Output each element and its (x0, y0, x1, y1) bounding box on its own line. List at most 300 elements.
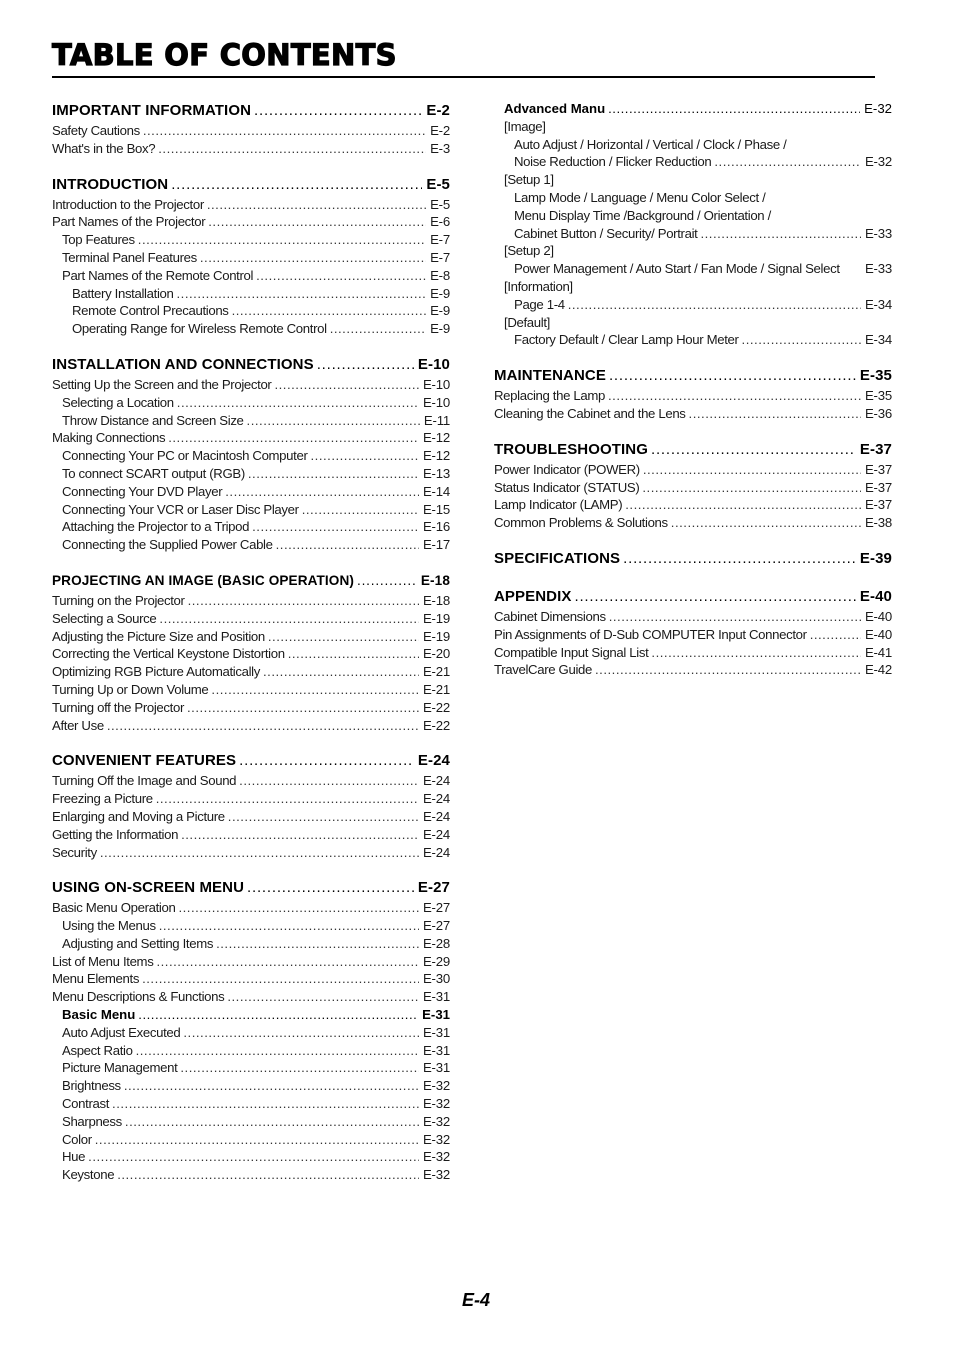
dot-leader (168, 429, 419, 447)
toc-entry-page: E-29 (422, 953, 450, 969)
toc-entry-label: Noise Reduction / Flicker Reduction (514, 154, 712, 170)
toc-entry-label: Factory Default / Clear Lamp Hour Meter (514, 332, 739, 348)
dot-leader (136, 1042, 419, 1060)
toc-entry-page: E-10 (417, 355, 450, 373)
toc-entry[interactable] (494, 153, 892, 171)
toc-entry[interactable] (52, 1042, 450, 1060)
toc-entry-label: Remote Control Precautions (72, 303, 229, 319)
toc-entry[interactable] (52, 140, 450, 158)
toc-entry-page: E-5 (430, 196, 450, 212)
dot-leader (138, 1006, 418, 1024)
toc-entry-page: E-22 (422, 717, 450, 733)
toc-entry-label: Getting the Information (52, 826, 179, 842)
toc-entry[interactable] (52, 663, 450, 681)
toc-entry[interactable] (52, 1059, 450, 1077)
toc-section-heading[interactable] (52, 100, 450, 122)
dot-leader (568, 296, 861, 314)
toc-entry-label: Menu Elements (52, 971, 140, 987)
toc-entry-page: E-9 (430, 285, 450, 301)
toc-entry-page: E-41 (864, 644, 892, 660)
dot-leader (252, 518, 419, 536)
toc-entry-label: Lamp Mode / Language / Menu Color Select / (514, 189, 766, 205)
toc-entry-label: Cleaning the Cabinet and the Lens (494, 405, 686, 421)
dot-leader (576, 278, 888, 296)
toc-entry-page: E-32 (422, 1149, 450, 1165)
toc-entry-page: E-7 (430, 249, 450, 265)
toc-entry-label: Security (52, 844, 97, 860)
dot-leader (181, 826, 419, 844)
toc-entry-label: Optimizing RGB Picture Automatically (52, 664, 261, 680)
page-number: E-4 (462, 1290, 491, 1310)
toc-section-heading[interactable] (52, 174, 450, 196)
toc-entry-label: Operating Range for Wireless Remote Control (72, 321, 327, 337)
toc-entry-label: Selecting a Source (52, 610, 157, 626)
toc-entry[interactable] (494, 608, 892, 626)
toc-entry-label: Common Problems & Solutions (494, 515, 668, 531)
toc-entry-label: Basic Menu Operation (52, 900, 176, 916)
toc-entry[interactable] (494, 496, 892, 514)
toc-entry[interactable] (52, 610, 450, 628)
toc-entry-page: E-34 (864, 332, 892, 348)
toc-entry[interactable] (52, 790, 450, 808)
toc-entry[interactable] (494, 461, 892, 479)
toc-entry[interactable] (494, 479, 892, 497)
toc-entry[interactable] (52, 1095, 450, 1113)
toc-entry-label: Turning off the Projector (52, 699, 184, 715)
toc-entry[interactable] (494, 207, 892, 225)
toc-entry-page: E-22 (422, 699, 450, 715)
dot-leader (843, 260, 861, 278)
toc-entry[interactable] (52, 394, 450, 412)
toc-entry-label: USING ON-SCREEN MENU (52, 879, 245, 897)
toc-entry[interactable] (52, 447, 450, 465)
toc-entry-label: SPECIFICATIONS (494, 549, 621, 567)
dot-leader (268, 628, 419, 646)
toc-entry[interactable] (52, 320, 450, 338)
toc-entry[interactable] (52, 1006, 450, 1024)
dot-leader (188, 592, 419, 610)
dot-leader (810, 626, 861, 644)
toc-entry[interactable] (494, 278, 892, 296)
toc-entry-page: E-37 (859, 440, 892, 458)
dot-leader (159, 610, 419, 628)
toc-entry[interactable] (494, 189, 892, 207)
toc-entry-page: E-24 (422, 826, 450, 842)
toc-entry-page: E-16 (422, 519, 450, 535)
toc-entry-page: E-37 (864, 497, 892, 513)
toc-entry-label: Attaching the Projector to a Tripod (62, 519, 250, 535)
toc-entry-label: Connecting the Supplied Power Cable (62, 537, 273, 553)
toc-entry[interactable] (52, 429, 450, 447)
toc-entry[interactable] (52, 465, 450, 483)
toc-entry[interactable] (494, 242, 892, 260)
toc-entry-page: E-31 (422, 1024, 450, 1040)
toc-entry[interactable] (52, 917, 450, 935)
dot-leader (714, 153, 861, 171)
section-gap (52, 554, 450, 570)
toc-entry[interactable] (52, 681, 450, 699)
toc-entry-label: Compatible Input Signal List (494, 644, 649, 660)
toc-entry-page: E-27 (422, 900, 450, 916)
toc-section-heading[interactable] (52, 570, 450, 592)
dot-leader (247, 412, 420, 430)
toc-entry-label: [Setup 1] (504, 172, 554, 188)
dot-leader (263, 663, 419, 681)
toc-entry-page: E-32 (864, 101, 892, 116)
dot-leader (623, 548, 856, 570)
dot-leader (311, 447, 419, 465)
dot-leader (330, 320, 426, 338)
dot-leader (88, 1148, 419, 1166)
toc-entry[interactable] (494, 225, 892, 243)
toc-entry-page: E-39 (859, 549, 892, 567)
toc-entry-label: Turning Up or Down Volume (52, 681, 209, 697)
toc-entry-page: E-10 (422, 376, 450, 392)
dot-leader (274, 376, 418, 394)
toc-entry[interactable] (494, 644, 892, 662)
dot-leader (302, 501, 419, 519)
toc-entry-page: E-32 (422, 1113, 450, 1129)
section-gap (52, 861, 450, 877)
dot-leader (774, 207, 888, 225)
toc-entry-label: Hue (62, 1149, 86, 1165)
toc-entry-page: E-24 (417, 752, 450, 770)
toc-entry-label: Menu Descriptions & Functions (52, 989, 225, 1005)
toc-entry-label: Selecting a Location (62, 394, 174, 410)
dot-leader (100, 844, 419, 862)
dot-leader (651, 439, 856, 461)
toc-entry[interactable] (52, 1131, 450, 1149)
toc-section-heading[interactable] (494, 365, 892, 387)
toc-entry-page: E-34 (864, 296, 892, 312)
toc-entry[interactable] (494, 514, 892, 532)
toc-entry-page: E-18 (422, 592, 450, 608)
toc-entry-label: Advanced Manu (504, 101, 606, 116)
toc-entry-page: E-13 (422, 465, 450, 481)
toc-entry[interactable] (52, 717, 450, 735)
toc-entry-label: Enlarging and Moving a Picture (52, 808, 225, 824)
dot-leader (239, 772, 419, 790)
dot-leader (216, 935, 419, 953)
toc-entry-label: Connecting Your PC or Macintosh Computer (62, 448, 308, 464)
toc-entry-label: Throw Distance and Screen Size (62, 412, 244, 428)
toc-entry-label: Top Features (62, 232, 135, 248)
toc-entry-label: Making Connections (52, 430, 166, 446)
dot-leader (171, 174, 422, 196)
toc-entry-label: Using the Menus (62, 918, 156, 934)
dot-leader (609, 365, 856, 387)
toc-entry[interactable] (494, 100, 892, 118)
toc-entry-label: What's in the Box? (52, 140, 156, 156)
toc-entry[interactable] (52, 536, 450, 554)
dot-leader (124, 1077, 419, 1095)
toc-entry-page: E-32 (422, 1078, 450, 1094)
toc-entry-label: Correcting the Vertical Keystone Distortion (52, 646, 285, 662)
section-gap (52, 338, 450, 354)
toc-entry-page: E-32 (422, 1167, 450, 1183)
toc-entry[interactable] (494, 405, 892, 423)
toc-entry[interactable] (494, 171, 892, 189)
toc-entry-page: E-21 (422, 664, 450, 680)
toc-entry-label: Adjusting the Picture Size and Position (52, 628, 265, 644)
toc-entry-label: Freezing a Picture (52, 791, 153, 807)
toc-entry-page: E-40 (859, 587, 892, 605)
toc-entry-label: Turning on the Projector (52, 592, 185, 608)
dot-leader (225, 483, 419, 501)
toc-entry-label: CONVENIENT FEATURES (52, 752, 237, 770)
toc-entry[interactable] (52, 1024, 450, 1042)
toc-entry-label: [Image] (504, 118, 546, 134)
dot-leader (643, 461, 861, 479)
dot-leader (200, 249, 426, 267)
toc-entry[interactable] (52, 628, 450, 646)
toc-entry[interactable] (52, 826, 450, 844)
toc-entry-page: E-31 (422, 989, 450, 1005)
toc-entry[interactable] (494, 118, 892, 136)
toc-entry[interactable] (52, 412, 450, 430)
section-gap (494, 570, 892, 586)
dot-leader (608, 100, 860, 118)
toc-entry-page: E-35 (864, 388, 892, 404)
dot-leader (276, 536, 419, 554)
toc-entry-page: E-42 (864, 662, 892, 678)
dot-leader (207, 196, 426, 214)
toc-entry-page: E-33 (864, 225, 892, 241)
toc-entry-label: Cabinet Dimensions (494, 608, 606, 624)
toc-entry-page: E-9 (430, 321, 450, 337)
toc-entry-page: E-11 (423, 412, 450, 428)
toc-entry-label: [Default] (504, 314, 550, 330)
toc-entry-label: Part Names of the Projector (52, 214, 206, 230)
toc-section-heading[interactable] (52, 877, 450, 899)
toc-entry-label: INTRODUCTION (52, 175, 169, 193)
toc-entry-label: Adjusting and Setting Items (62, 935, 214, 951)
toc-left-column (52, 100, 450, 1184)
dot-leader (248, 465, 419, 483)
toc-entry-page: E-15 (422, 501, 450, 517)
toc-entry[interactable] (494, 314, 892, 332)
toc-entry[interactable] (52, 501, 450, 519)
toc-entry[interactable] (52, 592, 450, 610)
dot-leader (256, 267, 426, 285)
dot-leader (288, 645, 419, 663)
toc-entry-page: E-5 (426, 175, 450, 193)
toc-entry-page: E-19 (422, 628, 450, 644)
section-gap (52, 734, 450, 750)
toc-entry[interactable] (52, 970, 450, 988)
toc-entry-page: E-32 (864, 154, 892, 170)
dot-leader (557, 242, 888, 260)
toc-entry-page: E-20 (422, 646, 450, 662)
toc-entry-page: E-36 (864, 405, 892, 421)
dot-leader (317, 354, 414, 376)
toc-entry-label: TROUBLESHOOTING (494, 440, 648, 458)
toc-entry-page: E-6 (430, 214, 450, 230)
toc-entry-page: E-31 (422, 1060, 450, 1076)
toc-entry[interactable] (52, 518, 450, 536)
dot-leader (112, 1095, 419, 1113)
dot-leader (125, 1113, 419, 1131)
toc-entry[interactable] (52, 844, 450, 862)
dot-leader (227, 988, 419, 1006)
toc-entry[interactable] (52, 772, 450, 790)
toc-entry[interactable] (52, 483, 450, 501)
dot-leader (549, 118, 888, 136)
toc-entry-page: E-12 (422, 430, 450, 446)
dot-leader (156, 953, 418, 971)
toc-entry-page: E-9 (430, 303, 450, 319)
toc-entry[interactable] (52, 1166, 450, 1184)
toc-entry[interactable] (52, 1113, 450, 1131)
toc-entry[interactable] (52, 1077, 450, 1095)
dot-leader (651, 644, 861, 662)
dot-leader (553, 314, 888, 332)
dot-leader (208, 213, 426, 231)
dot-leader (609, 608, 861, 626)
toc-entry[interactable] (52, 988, 450, 1006)
toc-entry-page: E-38 (864, 515, 892, 531)
toc-entry-page: E-37 (864, 479, 892, 495)
toc-entry-page: E-12 (422, 448, 450, 464)
dot-leader (595, 661, 861, 679)
toc-entry[interactable] (52, 302, 450, 320)
toc-entry[interactable] (494, 626, 892, 644)
dot-leader (177, 394, 419, 412)
toc-entry[interactable] (52, 699, 450, 717)
toc-entry-page: E-19 (422, 610, 450, 626)
toc-entry-label: MAINTENANCE (494, 367, 606, 385)
toc-right-column (494, 100, 892, 679)
toc-entry-label: Keystone (62, 1167, 115, 1183)
dot-leader (689, 405, 861, 423)
toc-entry-page: E-17 (422, 537, 450, 553)
toc-entry[interactable] (52, 1148, 450, 1166)
toc-entry-label: Replacing the Lamp (494, 388, 605, 404)
toc-entry-label: Basic Menu (62, 1007, 136, 1023)
dot-leader (183, 1024, 419, 1042)
toc-entry-page: E-27 (417, 879, 450, 897)
dot-leader (138, 231, 426, 249)
page-title: TABLE OF CONTENTS (52, 38, 397, 72)
dot-leader (768, 189, 888, 207)
toc-entry-label: Menu Display Time /Background / Orientation / (514, 207, 771, 223)
toc-entry[interactable] (52, 808, 450, 826)
dot-leader (178, 899, 418, 917)
toc-entry-page: E-24 (422, 791, 450, 807)
dot-leader (239, 750, 414, 772)
toc-entry[interactable] (52, 285, 450, 303)
toc-section-heading[interactable] (52, 354, 450, 376)
toc-entry[interactable] (494, 136, 892, 154)
toc-entry-label: Cabinet Button / Security/ Portrait (514, 225, 698, 241)
toc-section-heading[interactable] (494, 548, 892, 570)
toc-entry-page: E-40 (864, 626, 892, 642)
dot-leader (158, 140, 426, 158)
toc-entry[interactable] (52, 935, 450, 953)
toc-entry[interactable] (52, 953, 450, 971)
toc-entry-page: E-24 (422, 773, 450, 789)
toc-entry-label: Page 1-4 (514, 296, 565, 312)
toc-entry-label: Picture Management (62, 1060, 178, 1076)
toc-entry-page: E-8 (430, 267, 450, 283)
dot-leader (671, 514, 861, 532)
toc-entry-label: Lamp Indicator (LAMP) (494, 497, 623, 513)
toc-entry-page: E-24 (422, 844, 450, 860)
toc-entry-page: E-37 (864, 461, 892, 477)
toc-entry-label: Aspect Ratio (62, 1042, 133, 1058)
dot-leader (156, 790, 419, 808)
toc-entry-label: Auto Adjust Executed (62, 1024, 181, 1040)
toc-entry-label: [Setup 2] (504, 243, 554, 259)
toc-section-heading[interactable] (494, 439, 892, 461)
toc-entry[interactable] (52, 122, 450, 140)
dot-leader (742, 331, 861, 349)
toc-entry-page: E-28 (422, 935, 450, 951)
toc-entry-label: Terminal Panel Features (62, 249, 197, 265)
toc-entry-page: E-3 (430, 140, 450, 156)
toc-entry[interactable] (52, 231, 450, 249)
toc-entry-label: IMPORTANT INFORMATION (52, 102, 252, 119)
toc-entry-label: APPENDIX (494, 587, 572, 605)
dot-leader (107, 717, 419, 735)
section-gap (494, 349, 892, 365)
toc-entry[interactable] (494, 296, 892, 314)
toc-entry-page: E-31 (422, 1042, 450, 1058)
dot-leader (180, 1059, 419, 1077)
toc-entry-label: Connecting Your DVD Player (62, 483, 223, 499)
toc-section-heading[interactable] (494, 586, 892, 608)
toc-entry[interactable] (52, 249, 450, 267)
toc-entry[interactable] (52, 645, 450, 663)
toc-entry[interactable] (52, 213, 450, 231)
toc-entry-label: Sharpness (62, 1113, 122, 1129)
toc-entry-page: E-31 (422, 1007, 450, 1023)
toc-entry-label: After Use (52, 717, 104, 733)
toc-entry-page: E-14 (422, 483, 450, 499)
dot-leader (789, 136, 888, 154)
toc-entry[interactable] (494, 260, 892, 278)
toc-entry-label: Status Indicator (STATUS) (494, 479, 640, 495)
toc-entry-label: List of Menu Items (52, 953, 154, 969)
dot-leader (700, 225, 860, 243)
toc-entry-label: Setting Up the Screen and the Projector (52, 376, 272, 392)
dot-leader (228, 808, 419, 826)
toc-entry[interactable] (494, 661, 892, 679)
dot-leader (159, 917, 419, 935)
dot-leader (254, 100, 422, 122)
toc-entry-page: E-32 (422, 1096, 450, 1112)
toc-entry-page: E-2 (430, 123, 450, 138)
toc-entry-page: E-35 (859, 367, 892, 385)
toc-entry-label: To connect SCART output (RGB) (62, 465, 245, 481)
dot-leader (232, 302, 427, 320)
toc-entry-page: E-21 (422, 681, 450, 697)
toc-entry[interactable] (52, 267, 450, 285)
toc-entry[interactable] (494, 331, 892, 349)
toc-entry[interactable] (494, 387, 892, 405)
toc-entry-label: INSTALLATION AND CONNECTIONS (52, 355, 314, 373)
toc-entry[interactable] (52, 376, 450, 394)
toc-entry[interactable] (52, 899, 450, 917)
toc-entry-page: E-32 (422, 1131, 450, 1147)
dot-leader (557, 171, 888, 189)
dot-leader (642, 479, 861, 497)
toc-entry[interactable] (52, 196, 450, 214)
toc-section-heading[interactable] (52, 750, 450, 772)
dot-leader (247, 877, 414, 899)
title-rule (52, 76, 875, 78)
section-gap (494, 423, 892, 439)
